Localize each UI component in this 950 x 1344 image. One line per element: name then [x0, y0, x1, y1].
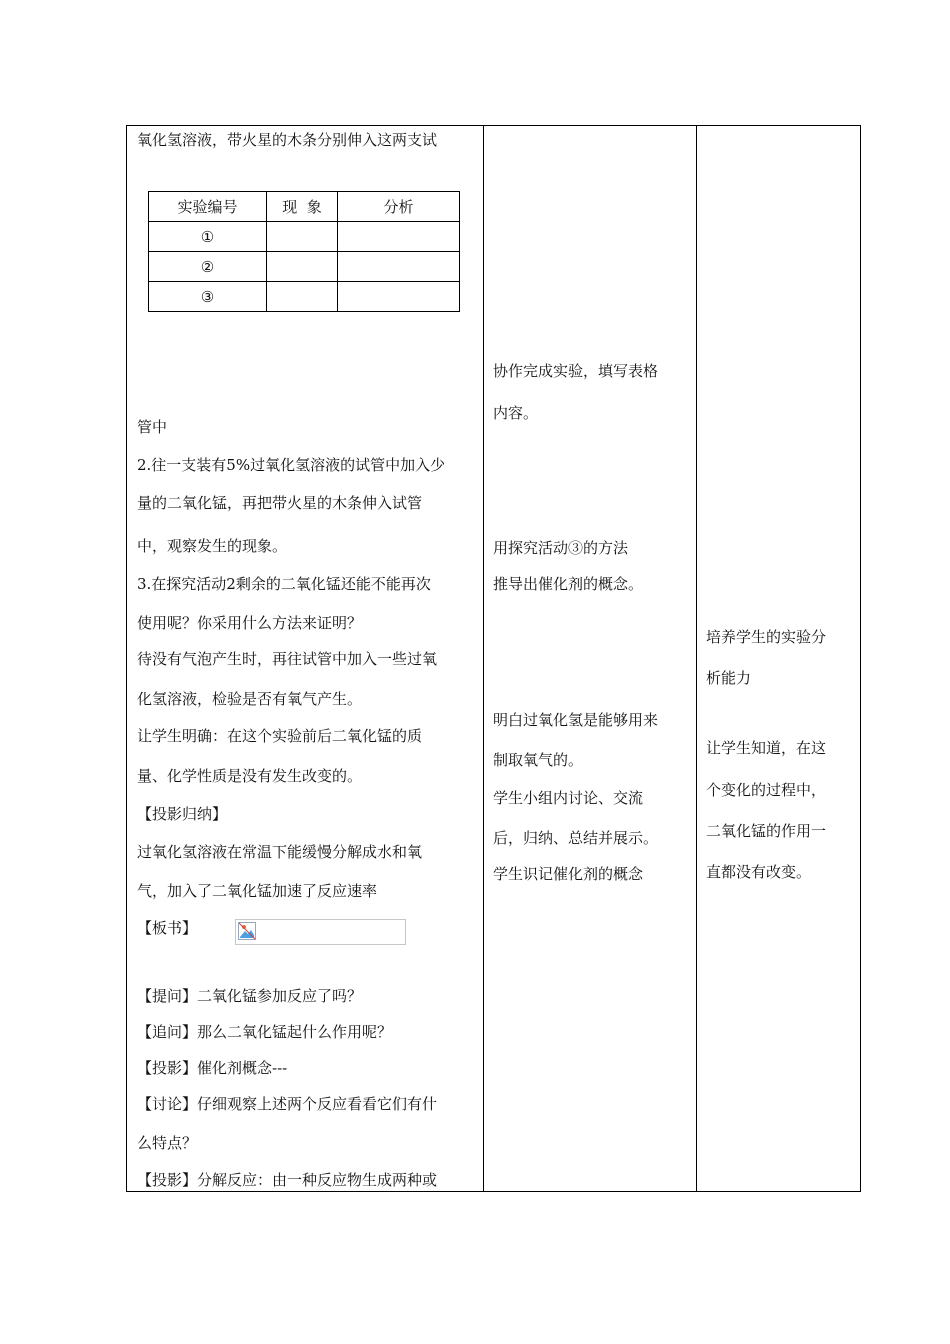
table-header: 分析	[338, 192, 460, 222]
text-line: 内容。	[493, 404, 539, 422]
table-cell	[338, 282, 460, 312]
text-line: 【讨论】仔细观察上述两个反应看看它们有什	[137, 1095, 438, 1113]
table-cell: ②	[149, 252, 267, 282]
text-line: 明白过氧化氢是能够用来	[493, 711, 659, 729]
table-header: 实验编号	[149, 192, 267, 222]
column-divider	[483, 126, 484, 1191]
table-cell	[338, 222, 460, 252]
text-line: 协作完成实验，填写表格	[493, 362, 659, 380]
text-line: 氧化氢溶液，带火星的木条分别伸入这两支试	[137, 131, 438, 149]
text-line: 学生识记催化剂的概念	[493, 865, 644, 883]
table-cell	[338, 252, 460, 282]
text-line: 学生小组内讨论、交流	[493, 789, 644, 807]
text-line: 【投影】催化剂概念---	[137, 1059, 288, 1077]
table-cell	[267, 282, 338, 312]
text-line: 【板书】	[137, 919, 198, 937]
table-header: 现 象	[267, 192, 338, 222]
text-line: 个变化的过程中，	[706, 781, 827, 799]
text-line: 【投影】分解反应：由一种反应物生成两种或	[137, 1171, 438, 1189]
table-row	[149, 252, 460, 282]
text-line: 析能力	[706, 669, 752, 687]
text-line: 让学生明确：在这个实验前后二氧化锰的质	[137, 727, 423, 745]
table-cell	[267, 222, 338, 252]
text-line: 让学生知道，在这	[706, 739, 827, 757]
table-row	[149, 222, 460, 252]
table-cell: ①	[149, 222, 267, 252]
text-line: 过氧化氢溶液在常温下能缓慢分解成水和氧	[137, 843, 423, 861]
lesson-table	[126, 125, 861, 1192]
text-line: 量的二氧化锰，再把带火星的木条伸入试管	[137, 494, 423, 512]
text-line: 二氧化锰的作用一	[706, 822, 827, 840]
text-line: 用探究活动③的方法	[493, 539, 629, 557]
text-line: 化氢溶液，检验是否有氧气产生。	[137, 690, 363, 708]
text-line: 培养学生的实验分	[706, 628, 827, 646]
text-line: 【追问】那么二氧化锰起什么作用呢？	[137, 1023, 393, 1041]
broken-image-placeholder	[235, 919, 406, 945]
text-line: 量、化学性质是没有发生改变的。	[137, 767, 363, 785]
text-line: 中，观察发生的现象。	[137, 537, 288, 555]
text-line: 气，加入了二氧化锰加速了反应速率	[137, 882, 378, 900]
experiment-table	[148, 191, 460, 312]
text-line: 推导出催化剂的概念。	[493, 575, 644, 593]
text-line: 3.在探究活动2剩余的二氧化锰还能不能再次	[137, 575, 431, 593]
text-line: 制取氧气的。	[493, 751, 584, 769]
text-line: 【提问】二氧化锰参加反应了吗？	[137, 987, 363, 1005]
text-line: 管中	[137, 418, 168, 436]
table-header-row	[149, 192, 460, 222]
text-line: 待没有气泡产生时，再往试管中加入一些过氧	[137, 650, 438, 668]
text-line: 【投影归纳】	[137, 805, 228, 823]
column-divider	[696, 126, 697, 1191]
table-cell	[267, 252, 338, 282]
text-line: 使用呢？你采用什么方法来证明？	[137, 614, 363, 632]
broken-image-icon	[238, 922, 256, 940]
text-line: 么特点？	[137, 1134, 198, 1152]
table-cell: ③	[149, 282, 267, 312]
text-line: 直都没有改变。	[706, 863, 812, 881]
text-line: 2.往一支装有5%过氧化氢溶液的试管中加入少	[137, 456, 446, 474]
text-line: 后，归纳、总结并展示。	[493, 829, 659, 847]
table-row	[149, 282, 460, 312]
